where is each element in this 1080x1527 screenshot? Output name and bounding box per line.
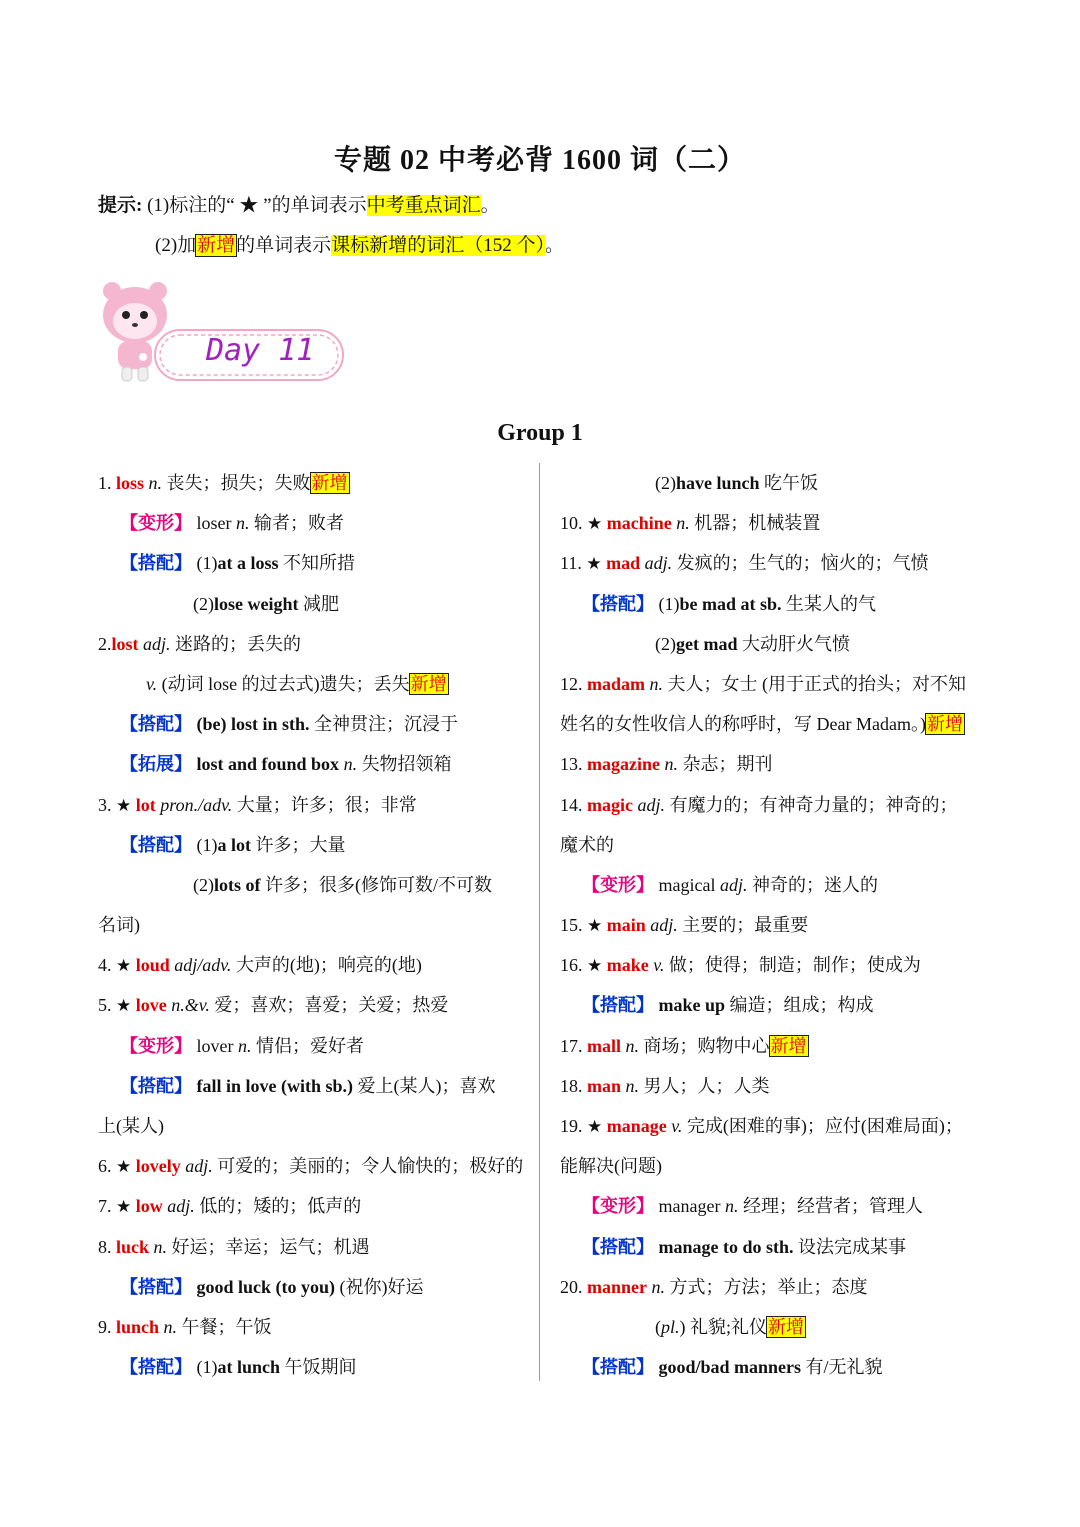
new-tag: 新增 — [311, 473, 348, 493]
entry-lovely: 6. ★ lovely adj. 可爱的；美丽的；令人愉快的；极好的 — [98, 1156, 524, 1178]
entry-lot: 3. ★ lot pron./adv. 大量；许多；很；非常 — [98, 794, 417, 816]
highlight-new-vocab: 课标新增的词汇（152 个） — [331, 235, 545, 256]
new-tag: 新增 — [926, 714, 963, 735]
day-label: Day 11 — [206, 333, 315, 368]
entry-sense-line: (pl.) 礼貌;礼仪新增 — [655, 1316, 805, 1337]
hint-text: (2)加 — [155, 235, 197, 256]
star-icon: ★ — [116, 956, 132, 977]
star-icon: ★ — [587, 956, 603, 977]
entry-magazine: 13. magazine n. 杂志；期刊 — [560, 754, 773, 775]
variant-line: 【变形】 lover n. 情侣；爱好者 — [120, 1035, 364, 1056]
collocation-line: 【搭配】 (1)a lot 许多；大量 — [120, 834, 346, 855]
entry-mall: 17. mall n. 商场；购物中心新增 — [560, 1035, 807, 1056]
continuation-line: 名词) — [98, 915, 140, 936]
collocation-line: (2)lots of 许多；很多(修饰可数/不可数 — [193, 874, 492, 895]
new-tag: 新增 — [770, 1035, 807, 1056]
star-icon: ★ — [116, 996, 132, 1017]
star-icon: ★ — [586, 554, 602, 575]
entry-luck: 8. luck n. 好运；幸运；运气；机遇 — [98, 1236, 370, 1257]
variant-line: 【变形】 manager n. 经理；经营者；管理人 — [582, 1196, 923, 1217]
collocation-line: (2)lose weight 减肥 — [193, 593, 339, 614]
continuation-line: 上(某人) — [98, 1116, 164, 1136]
hint-line-1 — [98, 194, 500, 218]
extension-line: 【拓展】 lost and found box n. 失物招领箱 — [120, 754, 452, 775]
entry-loss: 1. loss n. 丧失；损失；失败新增 — [98, 473, 348, 493]
page-title: 专题 02 中考必背 1600 词（二） — [333, 145, 746, 176]
entry-main: 15. ★ main adj. 主要的；最重要 — [560, 915, 809, 937]
variant-line: 【变形】 loser n. 输者；败者 — [120, 513, 344, 534]
new-tag: 新增 — [410, 673, 447, 694]
continuation-line: 魔术的 — [560, 834, 614, 855]
entry-love: 5. ★ love n.&v. 爱；喜欢；喜爱；关爱；热爱 — [98, 995, 449, 1017]
star-icon: ★ — [587, 1117, 603, 1137]
collocation-line: 【搭配】 (1)at lunch 午饭期间 — [120, 1357, 357, 1378]
entry-loud: 4. ★ loud adj/adv. 大声的(地)；响亮的(地) — [98, 955, 422, 977]
collocation-line: 【搭配】 (1)be mad at sb. 生某人的气 — [582, 593, 877, 614]
entry-sense-line: v. (动词 lose 的过去式)遗失；丢失新增 — [146, 673, 447, 694]
continuation-line: 姓名的女性收信人的称呼时，写 Dear Madam。)新增 — [560, 714, 963, 735]
entry-man: 18. man n. 男人；人；人类 — [560, 1075, 770, 1096]
variant-line: 【变形】 magical adj. 神奇的；迷人的 — [582, 874, 878, 895]
star-icon: ★ — [587, 916, 603, 937]
hint-text: 的单词表示 — [236, 235, 332, 256]
star-icon: ★ — [116, 795, 132, 816]
new-tag: 新增 — [768, 1316, 805, 1337]
collocation-line: 【搭配】 good luck (to you) (祝你)好运 — [120, 1276, 424, 1297]
entry-lost: 2.lost adj. 迷路的；丢失的 — [98, 633, 302, 654]
collocation-line: 【搭配】 (be) lost in sth. 全神贯注；沉浸于 — [120, 714, 459, 735]
star-icon: ★ — [116, 1157, 132, 1178]
entry-machine: 10. ★ machine n. 机器；机械装置 — [560, 513, 821, 535]
collocation-line: 【搭配】 fall in love (with sb.) 爱上(某人)；喜欢 — [120, 1075, 496, 1096]
hint-text: (1)标注的“ ★ ”的单词表示 — [147, 195, 367, 216]
hint-text: 。 — [544, 235, 564, 256]
star-icon: ★ — [587, 514, 603, 535]
collocation-line: (2)get mad 大动肝火气愤 — [655, 633, 850, 654]
entry-make: 16. ★ make v. 做；使得；制造；制作；使成为 — [560, 955, 921, 977]
left-column — [98, 463, 528, 1387]
hint-label: 提示: — [98, 195, 143, 216]
column-divider — [539, 463, 540, 1381]
entry-manage: 19. ★ manage v. 完成(困难的事)；应付(困难局面)； — [560, 1116, 963, 1137]
highlight-key-vocab: 中考重点词汇 — [366, 195, 481, 216]
new-tag: 新增 — [197, 235, 236, 256]
group-title: Group 1 — [497, 420, 583, 446]
continuation-line: 能解决(问题) — [560, 1156, 662, 1177]
entry-lunch: 9. lunch n. 午餐；午饭 — [98, 1316, 272, 1337]
entry-mad: 11. ★ mad adj. 发疯的；生气的；恼火的；气愤 — [560, 553, 929, 575]
hint-text: 。 — [480, 195, 500, 216]
hint-line-2 — [155, 234, 564, 258]
entry-manner: 20. manner n. 方式；方法；举止；态度 — [560, 1276, 868, 1297]
collocation-line: 【搭配】 good/bad manners 有/无礼貌 — [582, 1357, 883, 1378]
entry-low: 7. ★ low adj. 低的；矮的；低声的 — [98, 1196, 362, 1218]
right-column — [560, 463, 985, 1387]
collocation-line: 【搭配】 make up 编造；组成；构成 — [582, 995, 874, 1016]
day-banner — [100, 275, 350, 390]
entry-magic: 14. magic adj. 有魔力的；有神奇力量的；神奇的； — [560, 794, 958, 815]
star-icon: ★ — [116, 1197, 132, 1218]
collocation-line: 【搭配】 manage to do sth. 设法完成某事 — [582, 1236, 907, 1257]
collocation-line: 【搭配】 (1)at a loss 不知所措 — [120, 553, 356, 574]
collocation-line: (2)have lunch 吃午饭 — [655, 473, 819, 493]
entry-madam: 12. madam n. 夫人；女士 (用于正式的抬头；对不知 — [560, 673, 966, 694]
